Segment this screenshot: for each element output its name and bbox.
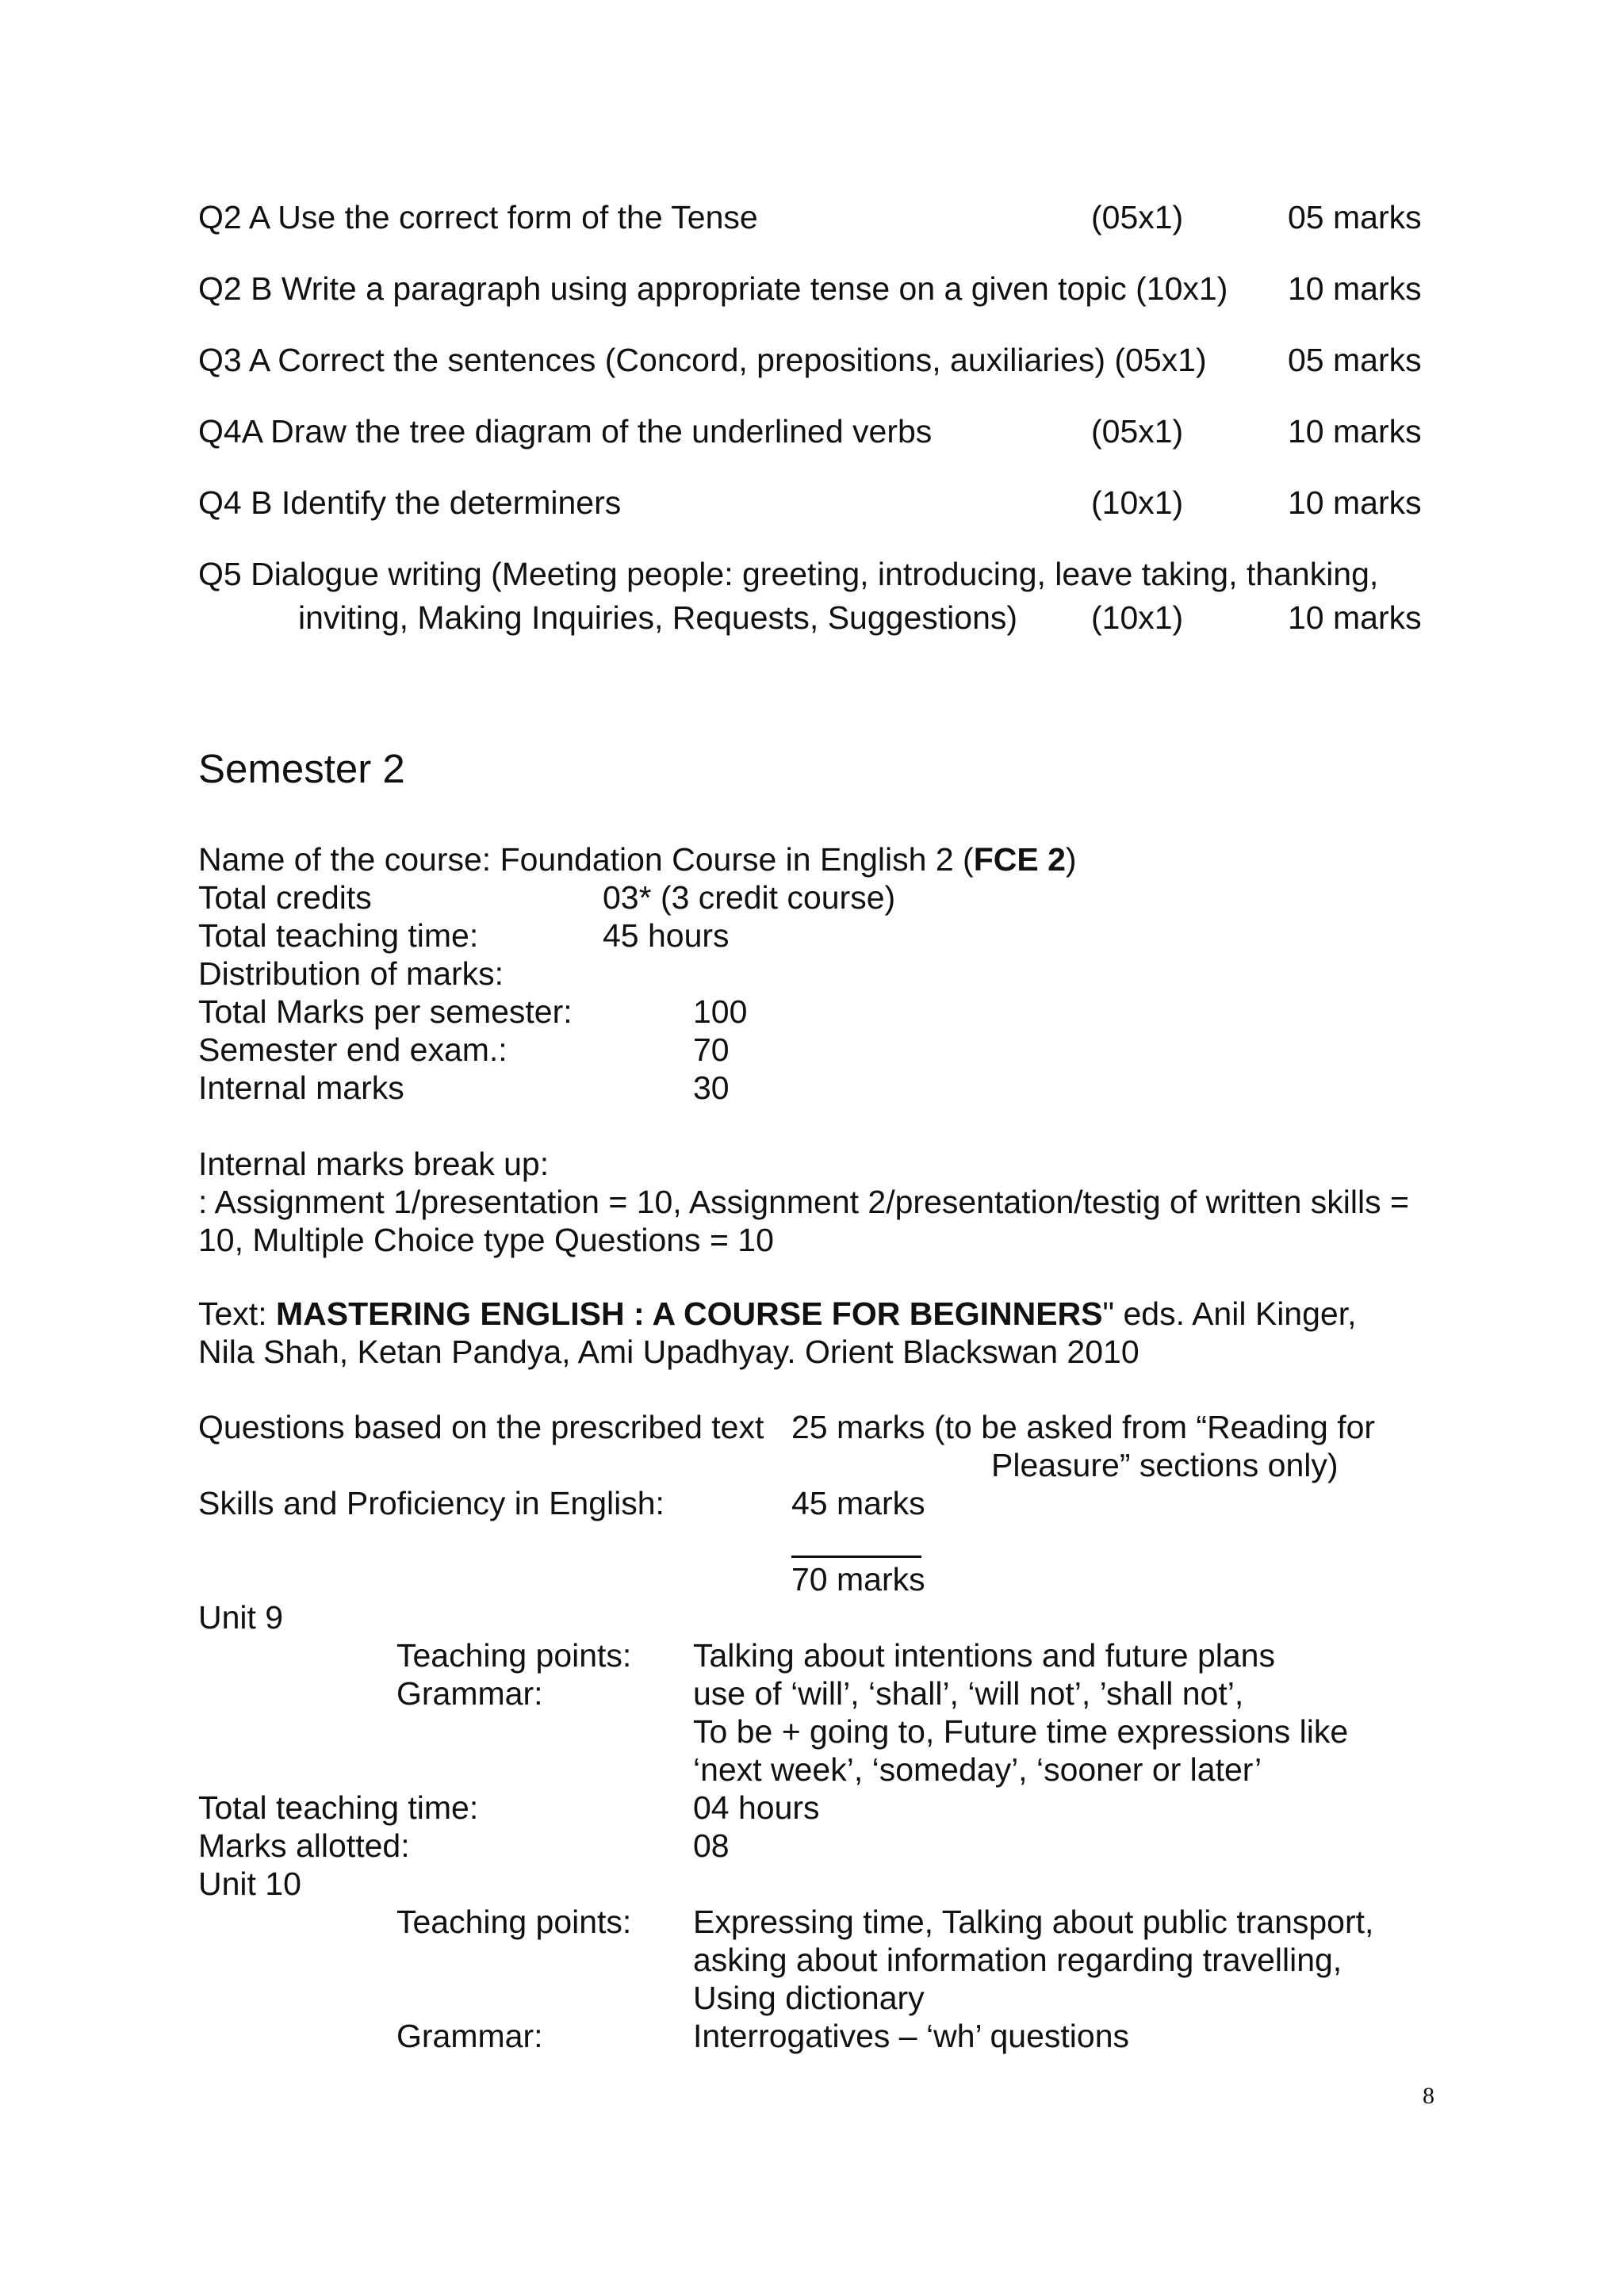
total-marks-value: 100 bbox=[693, 993, 748, 1030]
question-q2a-marks: 05 marks bbox=[1288, 199, 1422, 235]
unit10-grammar-label: Grammar: bbox=[396, 2018, 543, 2054]
question-q2b-marks: 10 marks bbox=[1288, 270, 1422, 307]
question-q2a-label: Q2 A Use the correct form of the Tense bbox=[198, 199, 758, 235]
internal-marks-value: 30 bbox=[693, 1070, 730, 1106]
teaching-time-label: Total teaching time: bbox=[198, 917, 479, 954]
question-q5-line1: Q5 Dialogue writing (Meeting people: greeting, introducing, leave taking, thanking, bbox=[198, 556, 1379, 592]
unit9-title: Unit 9 bbox=[198, 1599, 284, 1636]
credits-value: 03* (3 credit course) bbox=[603, 879, 896, 916]
question-q2b-label: Q2 B Write a paragraph using appropriate tense on a given topic (10x1) bbox=[198, 270, 1228, 307]
question-q3a-marks: 05 marks bbox=[1288, 342, 1422, 378]
question-q3a-label: Q3 A Correct the sentences (Concord, prepositions, auxiliaries) (05x1) bbox=[198, 342, 1207, 378]
unit10-title: Unit 10 bbox=[198, 1866, 301, 1902]
distribution-label: Distribution of marks: bbox=[198, 955, 504, 992]
unit10-teaching-points-label: Teaching points: bbox=[396, 1904, 632, 1940]
unit9-grammar-line3: ‘next week’, ‘someday’, ‘sooner or later’ bbox=[693, 1751, 1262, 1788]
total-70-marks: 70 marks bbox=[791, 1561, 925, 1598]
question-q4a-marks: 10 marks bbox=[1288, 413, 1422, 450]
text-reference-line2: Nila Shah, Ketan Pandya, Ami Upadhyay. Orient Blackswan 2010 bbox=[198, 1334, 1139, 1370]
internal-breakup-heading: Internal marks break up: bbox=[198, 1146, 550, 1182]
credits-label: Total credits bbox=[198, 879, 372, 916]
unit9-time-label: Total teaching time: bbox=[198, 1789, 479, 1826]
teaching-time-value: 45 hours bbox=[603, 917, 730, 954]
course-name: Name of the course: Foundation Course in English 2 (FCE 2) bbox=[198, 841, 1077, 878]
unit9-marks-label: Marks allotted: bbox=[198, 1827, 410, 1864]
question-q4a-label: Q4A Draw the tree diagram of the underlined verbs bbox=[198, 413, 933, 450]
semester-heading: Semester 2 bbox=[198, 746, 405, 791]
internal-breakup-line1: : Assignment 1/presentation = 10, Assignment 2/presentation/testig of written skills = bbox=[198, 1184, 1409, 1220]
question-q2a-weight: (05x1) bbox=[1091, 199, 1184, 235]
question-q4b-marks: 10 marks bbox=[1288, 484, 1422, 521]
unit9-grammar-line1: use of ‘will’, ‘shall’, ‘will not’, ’shall not’, bbox=[693, 1675, 1244, 1712]
semester-exam-value: 70 bbox=[693, 1031, 730, 1068]
total-marks-label: Total Marks per semester: bbox=[198, 993, 573, 1030]
question-q4b-weight: (10x1) bbox=[1091, 484, 1184, 521]
skills-value: 45 marks bbox=[791, 1485, 925, 1521]
prescribed-text-label: Questions based on the prescribed text bbox=[198, 1409, 764, 1445]
sum-underline bbox=[791, 1556, 921, 1558]
internal-breakup-line2: 10, Multiple Choice type Questions = 10 bbox=[198, 1222, 774, 1258]
unit9-grammar-label: Grammar: bbox=[396, 1675, 543, 1712]
text-reference-line1: Text: MASTERING ENGLISH : A COURSE FOR BEGINNERS" eds. Anil Kinger, bbox=[198, 1295, 1357, 1332]
unit10-teaching-points-line2: asking about information regarding travelling, bbox=[693, 1942, 1342, 1978]
unit9-grammar-line2: To be + going to, Future time expressions like bbox=[693, 1713, 1349, 1750]
unit9-time-value: 04 hours bbox=[693, 1789, 820, 1826]
unit9-marks-value: 08 bbox=[693, 1827, 730, 1864]
unit10-teaching-points-line1: Expressing time, Talking about public transport, bbox=[693, 1904, 1374, 1940]
page-number: 8 bbox=[1423, 2083, 1434, 2109]
prescribed-text-value-line2: Pleasure” sections only) bbox=[991, 1447, 1339, 1483]
unit9-teaching-points-label: Teaching points: bbox=[396, 1637, 632, 1674]
question-q4a-weight: (05x1) bbox=[1091, 413, 1184, 450]
unit9-teaching-points-value: Talking about intentions and future plans bbox=[693, 1637, 1275, 1674]
skills-label: Skills and Proficiency in English: bbox=[198, 1485, 665, 1521]
unit10-teaching-points-line3: Using dictionary bbox=[693, 1980, 925, 2016]
question-q5-line2: inviting, Making Inquiries, Requests, Suggestions) bbox=[298, 599, 1018, 636]
semester-exam-label: Semester end exam.: bbox=[198, 1031, 508, 1068]
internal-marks-label: Internal marks bbox=[198, 1070, 404, 1106]
prescribed-text-value: 25 marks (to be asked from “Reading for bbox=[791, 1409, 1376, 1445]
question-q5-weight: (10x1) bbox=[1091, 599, 1184, 636]
question-q5-marks: 10 marks bbox=[1288, 599, 1422, 636]
question-q4b-label: Q4 B Identify the determiners bbox=[198, 484, 622, 521]
unit10-grammar-value: Interrogatives – ‘wh’ questions bbox=[693, 2018, 1129, 2054]
